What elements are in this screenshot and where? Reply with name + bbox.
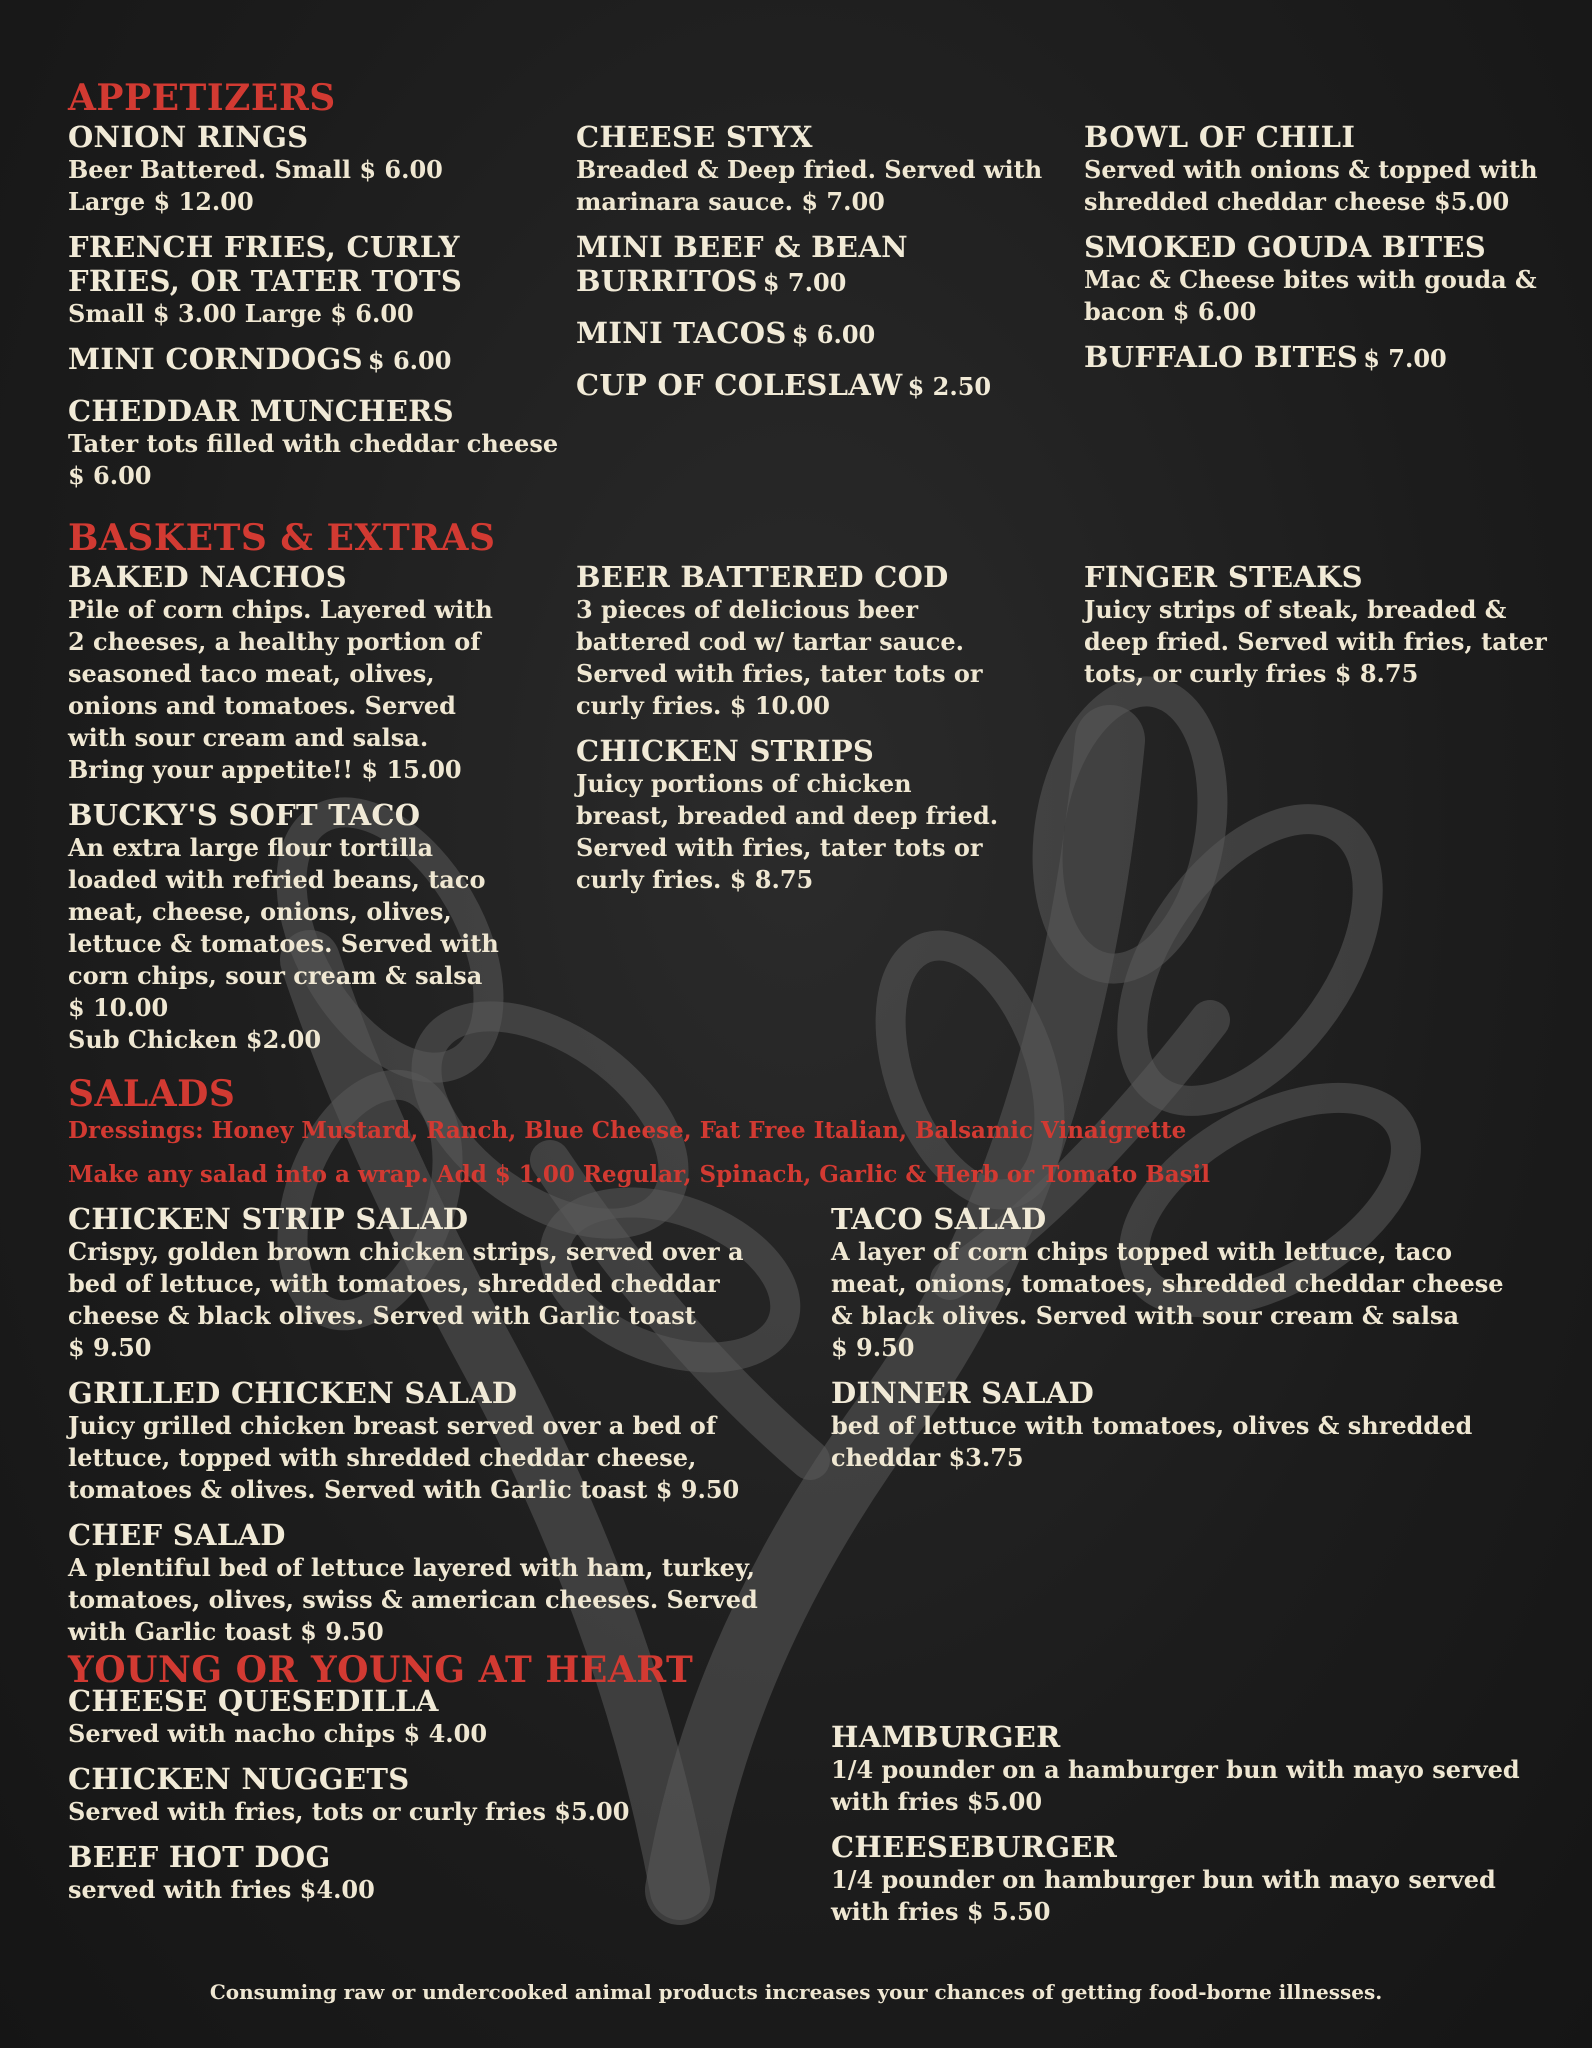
item-name: CHICKEN NUGGETS [68, 1762, 410, 1796]
menu-item [68, 342, 576, 376]
item-desc: Breaded & Deep fried. Served with marinara sauce. $ 7.00 [576, 155, 1043, 216]
item-desc: Crispy, golden brown chicken strips, served over a bed of lettuce, with tomatoes, shredded cheddar cheese & black olives. Served with Garlic toast [68, 1237, 744, 1330]
item-desc: Sub Chicken $2.00 [68, 1025, 322, 1054]
item-desc: Juicy grilled chicken breast served over a bed of lettuce, topped with shredded cheddar cheese, tomatoes & olives. Served with Garlic toast $ 9.50 [68, 1411, 740, 1504]
dressings-note: Dressings: Honey Mustard, Ranch, Blue Cheese, Fat Free Italian, Balsamic Vinaigrette [68, 1117, 1187, 1144]
item-desc: Beer Battered. Small $ 6.00 [68, 155, 443, 184]
menu-item [68, 1840, 831, 1906]
item-name: BOWL OF CHILI [1084, 120, 1356, 154]
disclaimer-footer: Consuming raw or undercooked animal products increases your chances of getting food-borne illnesses. [209, 1980, 1383, 2004]
menu-item [576, 316, 1084, 350]
item-desc: 1/4 pounder on hamburger bun with mayo served with fries $ 5.50 [831, 1865, 1496, 1926]
item-name: TACO SALAD [831, 1202, 1047, 1236]
appetizers-column-3 [1084, 120, 1548, 504]
menu-item [831, 1720, 1548, 1818]
item-desc: Juicy strips of steak, breaded & deep fried. Served with fries, tater tots, or curly fries $ 8.75 [1084, 595, 1547, 688]
menu-item [68, 394, 576, 492]
item-name: CHICKEN STRIPS [576, 734, 875, 768]
menu-content [68, 76, 1548, 1940]
item-price: $ 7.00 [1363, 344, 1447, 373]
item-name: ONION RINGS [68, 120, 309, 154]
item-desc: An extra large flour tortilla loaded with refried beans, taco meat, cheese, onions, olives, lettuce & tomatoes. Served with corn chips, sour cream & salsa [68, 833, 499, 990]
item-desc: A layer of corn chips topped with lettuce, taco meat, onions, tomatoes, shredded cheddar cheese & black olives. Served with sour cream & salsa [831, 1237, 1504, 1330]
item-desc: 3 pieces of delicious beer battered cod w/ tartar sauce. Served with fries, tater tots or curly fries. $ 10.00 [576, 595, 983, 720]
menu-item [68, 1684, 831, 1750]
section-title-salads: SALADS [68, 1073, 236, 1115]
menu-item [68, 560, 576, 786]
item-desc: Tater tots filled with cheddar cheese $ 6.00 [68, 429, 559, 490]
menu-item [68, 798, 576, 1056]
young-column-1 [68, 1684, 831, 1940]
wrap-note: Make any salad into a wrap. Add $ 1.00 Regular, Spinach, Garlic & Herb or Tomato Basil [68, 1161, 1211, 1188]
menu-item [1084, 340, 1548, 374]
item-desc: Large $ 12.00 [68, 187, 254, 216]
menu-item [1084, 230, 1548, 328]
salads-column-2 [831, 1202, 1548, 1660]
baskets-column-2 [576, 560, 1084, 1068]
item-name: CHICKEN STRIP SALAD [68, 1202, 469, 1236]
item-name: MINI TACOS [576, 316, 787, 350]
item-desc: Small $ 3.00 Large $ 6.00 [68, 299, 414, 328]
item-name: MINI BEEF & BEAN BURRITOS [576, 230, 908, 298]
item-desc: Pile of corn chips. Layered with 2 cheeses, a healthy portion of seasoned taco meat, olives, onions and tomatoes. Served with sour cream and salsa. Bring your appetite!! $ 15.00 [68, 595, 493, 784]
item-name: BAKED NACHOS [68, 560, 347, 594]
item-name: BEER BATTERED COD [576, 560, 949, 594]
item-price: $ 6.00 [367, 346, 452, 375]
item-name: BEEF HOT DOG [68, 1840, 331, 1874]
item-name: CHEESEBURGER [831, 1830, 1118, 1864]
menu-item [68, 1762, 831, 1828]
menu-item [68, 230, 576, 330]
item-desc: $ 10.00 [68, 993, 169, 1022]
item-desc: served with fries $4.00 [68, 1875, 375, 1904]
baskets-column-3 [1084, 560, 1548, 1068]
menu-item [1084, 560, 1548, 690]
menu-item [576, 734, 1084, 896]
item-name: SMOKED GOUDA BITES [1084, 230, 1487, 264]
menu-item [831, 1202, 1548, 1364]
item-price: $ 7.00 [762, 268, 847, 297]
item-name: BUCKY'S SOFT TACO [68, 798, 421, 832]
item-desc: $ 9.50 [68, 1333, 152, 1362]
section-title-baskets: BASKETS & EXTRAS [68, 517, 496, 559]
item-price: $ 6.00 [791, 320, 876, 349]
item-name: GRILLED CHICKEN SALAD [68, 1376, 518, 1410]
item-desc: Juicy portions of chicken breast, breaded and deep fried. Served with fries, tater tots or curly fries. $ 8.75 [576, 769, 999, 894]
appetizers-section [68, 76, 1548, 516]
appetizers-column-1 [68, 120, 576, 504]
item-name: CUP OF COLESLAW [576, 368, 903, 402]
item-price: $ 2.50 [907, 372, 992, 401]
item-name: DINNER SALAD [831, 1376, 1095, 1410]
menu-item [68, 120, 576, 218]
item-desc: Mac & Cheese bites with gouda & bacon $ 6.00 [1084, 265, 1537, 326]
menu-item [576, 368, 1084, 402]
section-title-young: YOUNG OR YOUNG AT HEART [68, 1649, 694, 1691]
item-desc: Served with onions & topped with shredded cheddar cheese $5.00 [1084, 155, 1538, 216]
menu-item [1084, 120, 1548, 218]
menu-item [576, 120, 1084, 218]
item-name: BUFFALO BITES [1084, 340, 1359, 374]
menu-item [831, 1376, 1548, 1474]
item-desc: bed of lettuce with tomatoes, olives & shredded cheddar $3.75 [831, 1411, 1473, 1472]
salads-section [68, 1072, 1548, 1648]
menu-item [68, 1376, 831, 1506]
section-title-appetizers: APPETIZERS [68, 77, 336, 119]
item-desc: $ 9.50 [831, 1333, 915, 1362]
item-name: CHEESE STYX [576, 120, 813, 154]
menu-item [831, 1830, 1548, 1928]
item-name: FRENCH FRIES, CURLY FRIES, OR TATER TOTS [68, 230, 463, 298]
item-desc: Served with fries, tots or curly fries $5.00 [68, 1797, 630, 1826]
item-desc: Served with nacho chips $ 4.00 [68, 1719, 488, 1748]
item-name: MINI CORNDOGS [68, 342, 363, 376]
menu-item [576, 230, 1084, 298]
young-section [68, 1648, 1548, 1940]
salads-column-1 [68, 1202, 831, 1660]
item-name: CHEESE QUESEDILLA [68, 1684, 439, 1718]
item-desc: A plentiful bed of lettuce layered with ham, turkey, tomatoes, olives, swiss & american cheeses. Served with Garlic toast $ 9.50 [68, 1553, 758, 1646]
baskets-column-1 [68, 560, 576, 1068]
menu-item [68, 1518, 831, 1648]
baskets-section [68, 516, 1548, 1072]
item-desc: 1/4 pounder on a hamburger bun with mayo served with fries $5.00 [831, 1755, 1520, 1816]
item-name: CHEDDAR MUNCHERS [68, 394, 454, 428]
item-name: HAMBURGER [831, 1720, 1061, 1754]
item-name: CHEF SALAD [68, 1518, 286, 1552]
appetizers-column-2 [576, 120, 1084, 504]
item-name: FINGER STEAKS [1084, 560, 1363, 594]
menu-item [576, 560, 1084, 722]
menu-item [68, 1202, 831, 1364]
young-column-2 [831, 1684, 1548, 1940]
